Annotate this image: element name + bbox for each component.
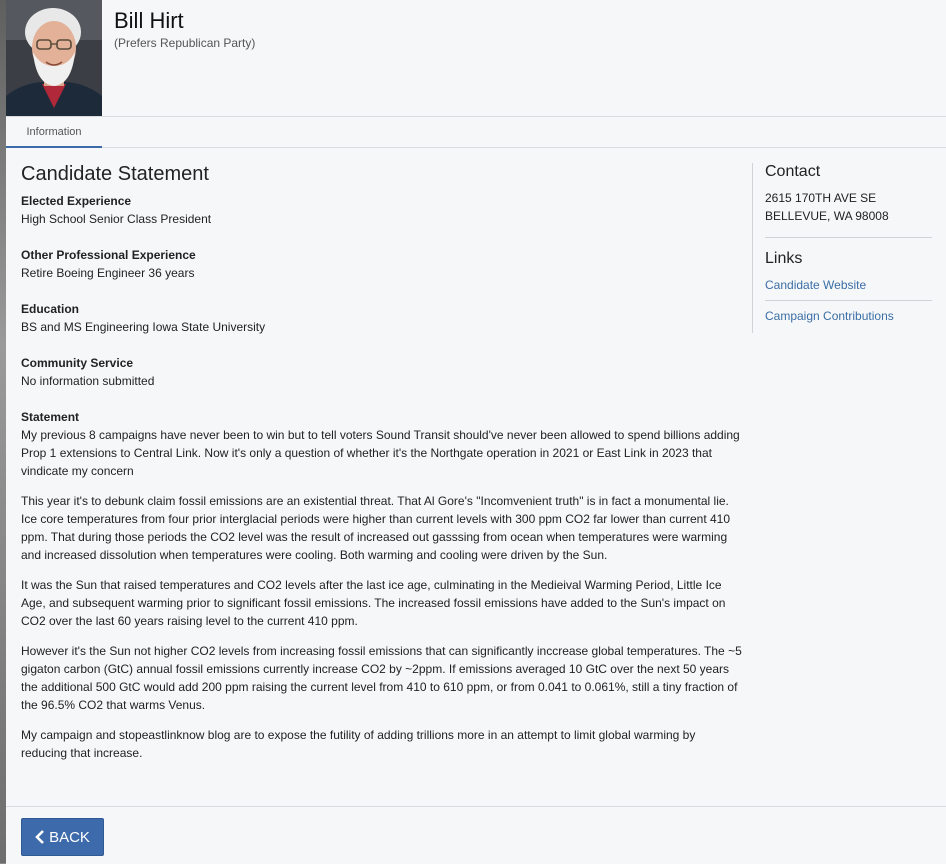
address-line-2: BELLEVUE, WA 98008 [765, 209, 889, 223]
professional-experience-label: Other Professional Experience [21, 248, 196, 262]
statement-paragraph: This year it's to debunk claim fossil emissions are an existential threat. That Al Gore's "Incomvenient truth" is in fact a monumental lie. Ice core temperatures from four prior interglacial periods were higher than current levels with 300 ppm CO2 far lower than current 410 ppm. That during those periods the CO2 level was the result of increased out gasssing from ocean when temperatures were warming and increased dissolution when temperatures were cooling. Both warming and cooling were driven by the Sun. [21, 494, 731, 562]
contact-heading: Contact [765, 163, 821, 180]
campaign-contributions-link[interactable]: Campaign Contributions [765, 309, 894, 323]
statement-paragraph: However it's the Sun not higher CO2 levels from increasing fossil emissions that can significantly inccrease global temperatures. The ~5 gigaton carbon (GtC) annual fossil emissions currently increase CO2 by ~2ppm. If emissions averaged 10 GtC over the next 50 years the additional 500 GtC would add 200 ppm raising the current level from 410 to 610 ppm, or from 0.041 to 0.061%, still a tiny fraction of the 96.5% CO2 that warms Venus. [21, 644, 742, 712]
divider [765, 237, 932, 238]
statement-label: Statement [21, 410, 80, 424]
back-button[interactable] [21, 818, 104, 856]
statement-paragraph: My campaign and stopeastlinknow blog are to expose the futility of adding trillions more in an attempt to limit global warming by reducing that increase. [21, 728, 696, 760]
footer [6, 806, 946, 864]
education-value: BS and MS Engineering Iowa State University [21, 320, 266, 334]
statement-paragraph: My previous 8 campaigns have never been to win but to tell voters Sound Transit should've never been allowed to spend billions adding Prop 1 extensions to Central Link. Now it's only a question of whether it's the Northgate operation in 2021 or East Link in 2023 that vindicate my concern [21, 428, 740, 478]
candidate-photo [6, 0, 102, 116]
candidate-header [6, 0, 946, 117]
elected-experience-value: High School Senior Class President [21, 212, 212, 226]
back-button-label: BACK [49, 828, 90, 846]
statement-paragraph: It was the Sun that raised temperatures and CO2 levels after the last ice age, culminating in the Medieival Warming Period, Little Ice Age, and subsequent warming prior to significant fossil emissions. The increased fossil emissions have added to the Sun's impact on CO2 over the last 60 years raising level to the current 410 ppm. [21, 578, 726, 628]
candidate-website-link[interactable]: Candidate Website [765, 278, 867, 292]
links-heading: Links [765, 250, 803, 267]
candidate-name: Bill Hirt [114, 8, 184, 33]
divider [765, 300, 932, 301]
tab-information[interactable]: Information [6, 117, 102, 148]
candidate-party: (Prefers Republican Party) [114, 36, 256, 50]
candidate-panel [6, 0, 946, 863]
tab-bar [6, 117, 946, 148]
education-label: Education [21, 302, 80, 316]
community-service-value: No information submitted [21, 374, 155, 388]
contact-sidebar [752, 163, 945, 333]
candidate-statement [21, 160, 743, 774]
community-service-label: Community Service [21, 356, 134, 370]
address-line-1: 2615 170TH AVE SE [765, 191, 877, 205]
statement-heading: Candidate Statement [21, 163, 209, 185]
chevron-left-icon [35, 830, 45, 844]
professional-experience-value: Retire Boeing Engineer 36 years [21, 266, 195, 280]
elected-experience-label: Elected Experience [21, 194, 132, 208]
